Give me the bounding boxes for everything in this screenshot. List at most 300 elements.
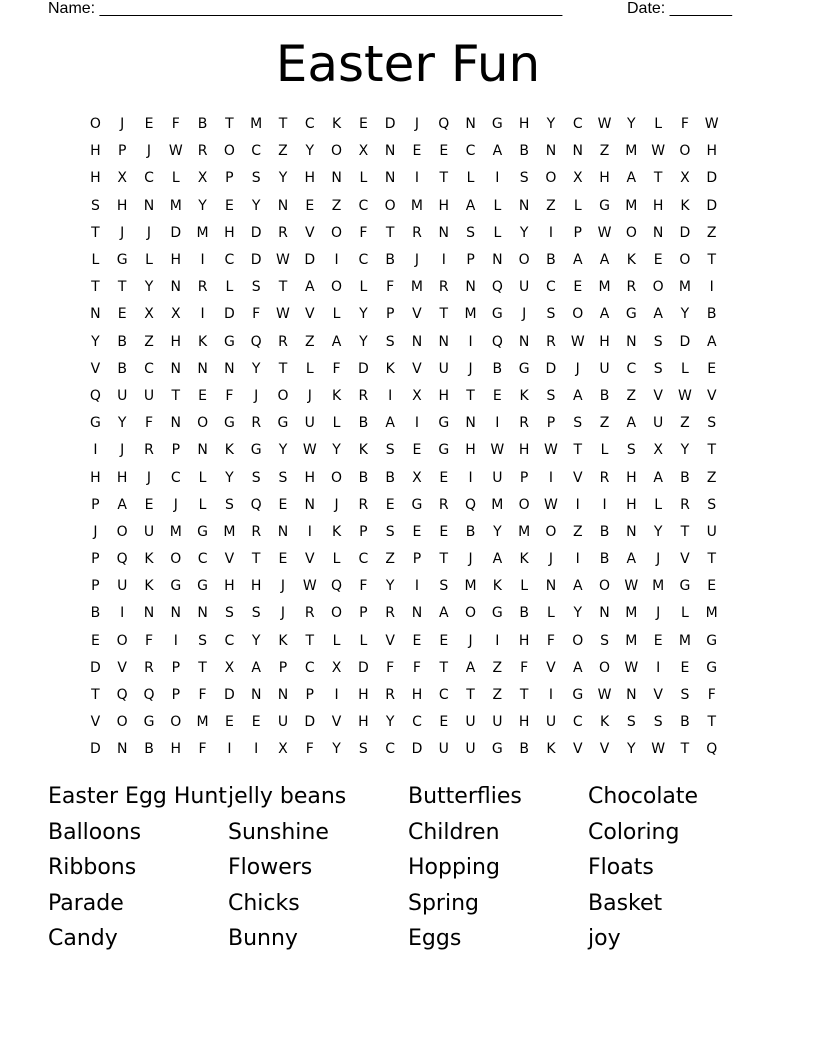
grid-letter[interactable]: L [573, 197, 582, 214]
grid-letter[interactable]: T [251, 551, 261, 568]
grid-letter[interactable]: J [120, 116, 125, 133]
grid-letter[interactable]: J [656, 551, 661, 568]
grid-letter[interactable]: T [680, 523, 690, 540]
grid-letter[interactable]: J [307, 387, 312, 404]
grid-letter[interactable]: N [438, 224, 449, 241]
grid-letter[interactable]: P [466, 252, 475, 269]
grid-letter[interactable]: V [90, 360, 101, 377]
grid-letter[interactable]: Y [385, 578, 395, 595]
grid-letter[interactable]: H [518, 116, 530, 133]
grid-letter[interactable]: T [385, 224, 395, 241]
grid-letter[interactable]: E [305, 197, 315, 214]
grid-letter[interactable]: H [358, 714, 369, 731]
grid-letter[interactable]: S [251, 170, 261, 187]
grid-letter[interactable]: M [518, 523, 531, 540]
grid-letter[interactable]: O [518, 496, 530, 513]
grid-letter[interactable]: D [250, 224, 262, 241]
grid-letter[interactable]: U [653, 415, 664, 432]
grid-letter[interactable]: I [254, 741, 259, 758]
grid-letter[interactable]: V [653, 687, 663, 704]
grid-letter[interactable]: G [143, 714, 155, 731]
grid-letter[interactable]: Z [572, 523, 583, 540]
grid-letter[interactable]: Q [331, 578, 343, 595]
grid-letter[interactable]: E [224, 197, 234, 214]
grid-letter[interactable]: T [707, 714, 716, 731]
grid-letter[interactable]: Y [144, 279, 154, 296]
grid-letter[interactable]: O [223, 143, 235, 160]
grid-letter[interactable]: S [224, 605, 234, 622]
grid-letter[interactable]: X [680, 170, 690, 187]
grid-letter[interactable]: F [520, 659, 529, 676]
grid-letter[interactable]: Z [599, 415, 610, 432]
grid-letter[interactable]: N [518, 333, 530, 350]
grid-letter[interactable]: E [439, 469, 449, 486]
grid-letter[interactable]: T [707, 442, 716, 459]
grid-letter[interactable]: A [572, 387, 583, 404]
grid-letter[interactable]: C [304, 659, 315, 676]
grid-letter[interactable]: C [170, 469, 181, 486]
grid-letter[interactable]: C [572, 714, 583, 731]
grid-letter[interactable]: U [492, 714, 503, 731]
grid-letter[interactable]: N [492, 252, 503, 269]
grid-letter[interactable]: I [575, 551, 580, 568]
grid-letter[interactable]: G [706, 659, 718, 676]
grid-letter[interactable]: O [331, 224, 343, 241]
grid-letter[interactable]: E [412, 143, 422, 160]
grid-letter[interactable]: A [599, 306, 610, 323]
grid-letter[interactable]: H [224, 578, 235, 595]
grid-letter[interactable]: N [116, 741, 128, 758]
grid-letter[interactable]: C [251, 143, 262, 160]
grid-letter[interactable]: Y [359, 306, 368, 323]
grid-letter[interactable]: G [89, 415, 101, 432]
grid-letter[interactable]: H [224, 224, 235, 241]
grid-letter[interactable]: N [331, 170, 342, 187]
grid-letter[interactable]: U [117, 387, 128, 404]
grid-letter[interactable]: A [465, 659, 476, 676]
grid-letter[interactable]: S [707, 496, 717, 513]
grid-letter[interactable]: A [385, 415, 395, 432]
grid-letter[interactable]: J [656, 605, 661, 622]
grid-letter[interactable]: B [680, 469, 690, 486]
grid-letter[interactable]: Y [251, 197, 261, 214]
grid-letter[interactable]: I [173, 632, 178, 649]
grid-letter[interactable]: T [573, 442, 583, 459]
grid-letter[interactable]: D [170, 224, 182, 241]
grid-letter[interactable]: K [331, 387, 342, 404]
grid-letter[interactable]: N [626, 687, 637, 704]
grid-letter[interactable]: D [357, 360, 369, 377]
grid-letter[interactable]: C [224, 252, 235, 269]
grid-letter[interactable]: L [547, 605, 555, 622]
grid-letter[interactable]: E [144, 496, 154, 513]
grid-letter[interactable]: Y [278, 170, 288, 187]
grid-letter[interactable]: H [250, 578, 262, 595]
grid-letter[interactable]: V [706, 387, 717, 404]
grid-letter[interactable]: A [653, 469, 663, 486]
grid-letter[interactable]: P [278, 659, 288, 676]
grid-letter[interactable]: E [680, 659, 690, 676]
grid-letter[interactable]: U [438, 360, 449, 377]
grid-letter[interactable]: K [331, 116, 342, 133]
grid-letter[interactable]: A [331, 333, 342, 350]
grid-letter[interactable]: R [197, 143, 208, 160]
grid-letter[interactable]: P [171, 442, 181, 459]
grid-letter[interactable]: C [385, 741, 396, 758]
grid-letter[interactable]: I [468, 333, 473, 350]
grid-letter[interactable]: G [411, 496, 423, 513]
grid-letter[interactable]: I [307, 523, 312, 540]
grid-letter[interactable]: S [251, 279, 261, 296]
grid-letter[interactable]: N [626, 523, 637, 540]
grid-letter[interactable]: T [91, 687, 100, 704]
grid-letter[interactable]: R [519, 415, 530, 432]
grid-letter[interactable]: P [359, 523, 368, 540]
grid-letter[interactable]: U [545, 714, 557, 731]
grid-letter[interactable]: Y [332, 741, 341, 758]
grid-letter[interactable]: O [679, 143, 691, 160]
grid-letter[interactable]: G [491, 116, 503, 133]
grid-letter[interactable]: G [491, 306, 503, 323]
grid-letter[interactable]: N [170, 279, 182, 296]
grid-letter[interactable]: H [626, 496, 637, 513]
grid-letter[interactable]: Q [491, 279, 503, 296]
grid-letter[interactable]: B [599, 551, 610, 568]
grid-letter[interactable]: O [170, 714, 182, 731]
grid-letter[interactable]: L [332, 306, 341, 323]
grid-letter[interactable]: A [492, 143, 503, 160]
grid-letter[interactable]: P [359, 605, 368, 622]
grid-letter[interactable]: F [225, 387, 234, 404]
grid-letter[interactable]: V [412, 306, 422, 323]
grid-letter[interactable]: P [171, 659, 181, 676]
grid-letter[interactable]: F [359, 224, 368, 241]
grid-letter[interactable]: F [412, 659, 421, 676]
grid-letter[interactable]: W [597, 224, 612, 241]
grid-letter[interactable]: N [465, 116, 476, 133]
grid-letter[interactable]: X [572, 170, 583, 187]
grid-letter[interactable]: V [304, 224, 315, 241]
grid-letter[interactable]: V [304, 306, 315, 323]
grid-letter[interactable]: S [90, 197, 100, 214]
grid-letter[interactable]: N [277, 687, 289, 704]
grid-letter[interactable]: T [519, 687, 529, 704]
grid-letter[interactable]: A [572, 578, 583, 595]
grid-letter[interactable]: S [707, 415, 717, 432]
grid-letter[interactable]: Z [144, 333, 154, 350]
grid-letter[interactable]: A [465, 197, 476, 214]
grid-letter[interactable]: D [304, 714, 316, 731]
grid-letter[interactable]: V [572, 741, 583, 758]
grid-letter[interactable]: T [439, 551, 449, 568]
grid-letter[interactable]: J [575, 360, 580, 377]
grid-letter[interactable]: G [223, 415, 235, 432]
grid-letter[interactable]: B [599, 523, 610, 540]
grid-letter[interactable]: G [438, 442, 450, 459]
grid-letter[interactable]: N [197, 360, 208, 377]
grid-letter[interactable]: U [492, 469, 503, 486]
grid-letter[interactable]: M [678, 279, 691, 296]
grid-letter[interactable]: W [624, 659, 639, 676]
grid-letter[interactable]: D [223, 306, 235, 323]
grid-letter[interactable]: H [652, 197, 664, 214]
grid-letter[interactable]: Q [706, 741, 718, 758]
grid-letter[interactable]: H [116, 197, 128, 214]
grid-letter[interactable]: S [385, 333, 395, 350]
grid-letter[interactable]: H [465, 442, 476, 459]
grid-letter[interactable]: M [169, 197, 182, 214]
grid-letter[interactable]: L [466, 170, 475, 187]
grid-letter[interactable]: G [438, 415, 450, 432]
grid-letter[interactable]: K [278, 632, 288, 649]
grid-letter[interactable]: G [518, 360, 530, 377]
grid-letter[interactable]: Y [332, 442, 341, 459]
grid-letter[interactable]: I [656, 659, 661, 676]
grid-letter[interactable]: N [545, 578, 557, 595]
grid-letter[interactable]: I [200, 306, 205, 323]
grid-letter[interactable]: O [116, 632, 128, 649]
grid-letter[interactable]: T [305, 632, 315, 649]
grid-letter[interactable]: G [223, 333, 235, 350]
grid-letter[interactable]: N [465, 415, 476, 432]
grid-letter[interactable]: X [412, 387, 422, 404]
grid-letter[interactable]: N [545, 143, 557, 160]
grid-letter[interactable]: F [144, 632, 154, 649]
grid-letter[interactable]: O [545, 170, 557, 187]
grid-letter[interactable]: J [146, 224, 152, 241]
grid-letter[interactable]: M [250, 116, 263, 133]
grid-letter[interactable]: L [198, 496, 207, 513]
grid-letter[interactable]: D [679, 333, 691, 350]
grid-letter[interactable]: M [464, 578, 477, 595]
grid-letter[interactable]: M [625, 605, 638, 622]
grid-letter[interactable]: H [304, 469, 316, 486]
grid-letter[interactable]: H [90, 143, 101, 160]
grid-letter[interactable]: F [680, 116, 689, 133]
grid-letter[interactable]: N [572, 143, 583, 160]
grid-letter[interactable]: B [492, 360, 503, 377]
grid-letter[interactable]: A [304, 279, 315, 296]
grid-letter[interactable]: X [278, 741, 288, 758]
grid-letter[interactable]: T [278, 360, 288, 377]
grid-letter[interactable]: H [90, 170, 101, 187]
grid-letter[interactable]: Y [680, 306, 690, 323]
grid-letter[interactable]: V [599, 741, 610, 758]
grid-letter[interactable]: M [196, 224, 209, 241]
grid-letter[interactable]: Z [680, 415, 690, 432]
grid-letter[interactable]: U [304, 415, 315, 432]
grid-letter[interactable]: O [572, 632, 584, 649]
grid-letter[interactable]: Y [546, 116, 556, 133]
grid-letter[interactable]: I [548, 687, 554, 704]
grid-letter[interactable]: R [251, 415, 262, 432]
grid-letter[interactable]: O [331, 605, 343, 622]
grid-letter[interactable]: O [116, 714, 128, 731]
grid-letter[interactable]: Y [519, 224, 529, 241]
grid-letter[interactable]: D [384, 116, 396, 133]
grid-letter[interactable]: Q [89, 387, 101, 404]
grid-letter[interactable]: V [385, 632, 395, 649]
grid-letter[interactable]: E [707, 360, 717, 377]
grid-letter[interactable]: N [143, 605, 155, 622]
grid-letter[interactable]: R [358, 496, 369, 513]
grid-letter[interactable]: S [600, 632, 609, 649]
grid-letter[interactable]: J [146, 143, 152, 160]
grid-letter[interactable]: W [302, 578, 317, 595]
grid-letter[interactable]: E [90, 632, 100, 649]
grid-letter[interactable]: O [599, 578, 611, 595]
grid-letter[interactable]: E [439, 632, 449, 649]
grid-letter[interactable]: N [277, 523, 289, 540]
grid-letter[interactable]: B [358, 469, 369, 486]
grid-letter[interactable]: K [626, 252, 636, 269]
grid-letter[interactable]: Z [626, 387, 637, 404]
grid-letter[interactable]: I [414, 415, 420, 432]
grid-letter[interactable]: C [465, 143, 476, 160]
grid-letter[interactable]: R [438, 279, 449, 296]
grid-letter[interactable]: K [197, 333, 208, 350]
grid-letter[interactable]: B [117, 360, 127, 377]
grid-letter[interactable]: O [89, 116, 101, 133]
grid-letter[interactable]: G [679, 578, 691, 595]
grid-letter[interactable]: F [171, 116, 180, 133]
grid-letter[interactable]: A [438, 605, 449, 622]
grid-letter[interactable]: P [519, 469, 529, 486]
grid-letter[interactable]: V [90, 714, 101, 731]
grid-letter[interactable]: B [680, 714, 690, 731]
grid-letter[interactable]: I [414, 170, 420, 187]
grid-letter[interactable]: F [359, 578, 368, 595]
grid-letter[interactable]: H [358, 687, 369, 704]
grid-letter[interactable]: Y [278, 442, 288, 459]
grid-letter[interactable]: G [250, 442, 262, 459]
grid-letter[interactable]: B [599, 387, 610, 404]
grid-letter[interactable]: F [252, 306, 261, 323]
grid-letter[interactable]: Q [116, 551, 128, 568]
grid-letter[interactable]: O [518, 252, 530, 269]
grid-letter[interactable]: C [304, 116, 315, 133]
grid-letter[interactable]: M [625, 143, 638, 160]
grid-letter[interactable]: L [600, 442, 609, 459]
grid-letter[interactable]: N [465, 279, 476, 296]
grid-letter[interactable]: T [707, 551, 716, 568]
grid-letter[interactable]: N [626, 333, 637, 350]
grid-letter[interactable]: Y [198, 197, 207, 214]
grid-letter[interactable]: M [196, 714, 209, 731]
grid-letter[interactable]: Q [143, 687, 155, 704]
grid-letter[interactable]: Y [251, 360, 261, 377]
grid-letter[interactable]: I [93, 442, 98, 459]
grid-letter[interactable]: E [385, 496, 395, 513]
grid-letter[interactable]: Y [680, 442, 690, 459]
grid-letter[interactable]: M [169, 523, 182, 540]
grid-letter[interactable]: O [331, 143, 343, 160]
grid-letter[interactable]: P [171, 687, 181, 704]
grid-letter[interactable]: L [681, 605, 689, 622]
grid-letter[interactable]: A [572, 659, 583, 676]
grid-letter[interactable]: V [331, 714, 342, 731]
grid-letter[interactable]: Q [438, 116, 450, 133]
grid-letter[interactable]: O [465, 605, 477, 622]
grid-letter[interactable]: E [278, 551, 288, 568]
grid-letter[interactable]: C [358, 252, 369, 269]
grid-letter[interactable]: B [117, 333, 127, 350]
grid-letter[interactable]: R [197, 279, 208, 296]
grid-letter[interactable]: B [385, 252, 395, 269]
grid-letter[interactable]: M [598, 279, 611, 296]
grid-letter[interactable]: A [653, 306, 663, 323]
grid-letter[interactable]: U [706, 523, 717, 540]
grid-letter[interactable]: L [145, 252, 153, 269]
grid-letter[interactable]: C [412, 714, 422, 731]
grid-letter[interactable]: Q [465, 496, 477, 513]
grid-letter[interactable]: J [173, 496, 178, 513]
grid-letter[interactable]: C [438, 687, 449, 704]
grid-letter[interactable]: H [518, 714, 530, 731]
grid-letter[interactable]: Y [385, 714, 395, 731]
grid-letter[interactable]: L [681, 360, 689, 377]
grid-letter[interactable]: V [224, 551, 235, 568]
grid-letter[interactable]: W [651, 143, 666, 160]
grid-letter[interactable]: D [706, 197, 718, 214]
grid-letter[interactable]: L [198, 469, 207, 486]
grid-letter[interactable]: Z [706, 224, 717, 241]
grid-letter[interactable]: E [412, 442, 422, 459]
grid-letter[interactable]: B [144, 741, 154, 758]
grid-letter[interactable]: S [466, 224, 475, 241]
grid-letter[interactable]: Y [251, 632, 261, 649]
grid-letter[interactable]: K [358, 442, 368, 459]
grid-letter[interactable]: S [198, 632, 208, 649]
grid-letter[interactable]: W [168, 143, 183, 160]
grid-letter[interactable]: K [224, 442, 234, 459]
grid-letter[interactable]: V [680, 551, 690, 568]
grid-letter[interactable]: L [654, 496, 663, 513]
grid-letter[interactable]: O [331, 469, 343, 486]
grid-letter[interactable]: T [198, 659, 207, 676]
grid-letter[interactable]: Y [359, 333, 368, 350]
grid-letter[interactable]: N [224, 360, 235, 377]
grid-letter[interactable]: S [385, 523, 395, 540]
grid-letter[interactable]: F [198, 741, 207, 758]
grid-letter[interactable]: C [546, 279, 556, 296]
grid-letter[interactable]: R [546, 333, 556, 350]
grid-letter[interactable]: H [170, 333, 182, 350]
grid-letter[interactable]: T [225, 116, 234, 133]
grid-letter[interactable]: O [277, 387, 289, 404]
grid-letter[interactable]: W [302, 442, 317, 459]
grid-letter[interactable]: X [144, 306, 154, 323]
grid-letter[interactable]: V [304, 551, 315, 568]
grid-letter[interactable]: I [548, 469, 554, 486]
grid-letter[interactable]: J [120, 224, 125, 241]
grid-letter[interactable]: Z [492, 659, 503, 676]
grid-letter[interactable]: H [518, 632, 530, 649]
grid-letter[interactable]: K [385, 360, 395, 377]
grid-letter[interactable]: L [305, 360, 314, 377]
grid-letter[interactable]: V [572, 469, 583, 486]
grid-letter[interactable]: D [679, 224, 691, 241]
grid-letter[interactable]: L [332, 415, 341, 432]
grid-letter[interactable]: R [680, 496, 690, 513]
grid-letter[interactable]: P [385, 306, 395, 323]
grid-letter[interactable]: M [625, 632, 638, 649]
grid-letter[interactable]: O [652, 279, 664, 296]
grid-letter[interactable]: L [493, 224, 502, 241]
grid-letter[interactable]: U [438, 741, 449, 758]
grid-letter[interactable]: V [412, 360, 422, 377]
grid-letter[interactable]: J [468, 632, 473, 649]
